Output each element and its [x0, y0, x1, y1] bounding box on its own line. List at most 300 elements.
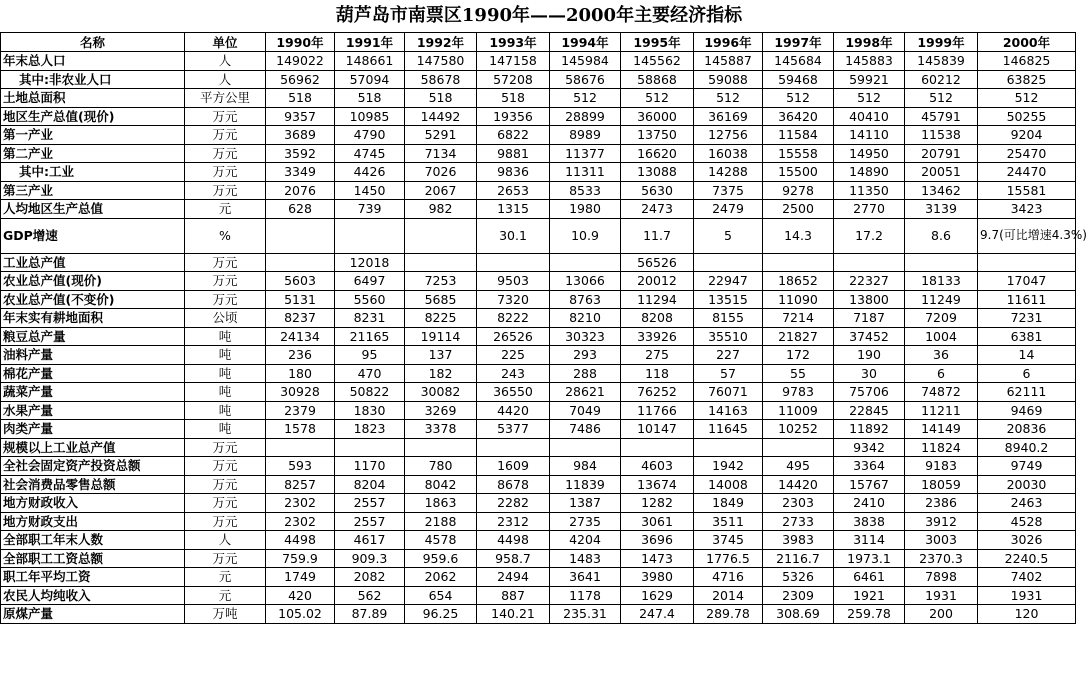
value-cell: 1973.1 [834, 549, 905, 568]
value-cell: 259.78 [834, 605, 905, 624]
value-cell: 118 [621, 364, 694, 383]
row-name: 土地总面积 [1, 89, 185, 108]
value-cell: 145883 [834, 52, 905, 71]
row-unit: 元 [185, 568, 266, 587]
value-cell: 236 [266, 346, 335, 365]
value-cell: 6461 [834, 568, 905, 587]
value-cell: 2494 [477, 568, 550, 587]
value-cell: 2062 [405, 568, 477, 587]
value-cell: 140.21 [477, 605, 550, 624]
row-name: 地方财政支出 [1, 512, 185, 531]
value-cell: 145684 [763, 52, 834, 71]
row-unit: 万元 [185, 512, 266, 531]
row-name: 社会消费品零售总额 [1, 475, 185, 494]
value-cell: 512 [763, 89, 834, 108]
value-cell [905, 253, 978, 272]
value-cell: 739 [335, 200, 405, 219]
table-row [1, 144, 1076, 163]
value-cell: 5603 [266, 272, 335, 291]
value-cell: 10.9 [550, 218, 621, 253]
value-cell [405, 253, 477, 272]
value-cell: 14890 [834, 163, 905, 182]
table-row [1, 531, 1076, 550]
value-cell: 7134 [405, 144, 477, 163]
value-cell [694, 438, 763, 457]
column-header: 1996年 [694, 33, 763, 52]
value-cell: 512 [905, 89, 978, 108]
value-cell: 50255 [978, 107, 1076, 126]
row-unit: % [185, 218, 266, 253]
table-row [1, 438, 1076, 457]
value-cell: 1830 [335, 401, 405, 420]
value-cell: 3139 [905, 200, 978, 219]
value-cell: 36169 [694, 107, 763, 126]
value-cell: 420 [266, 586, 335, 605]
value-cell: 1776.5 [694, 549, 763, 568]
value-cell: 11584 [763, 126, 834, 145]
table-row [1, 89, 1076, 108]
value-cell: 28621 [550, 383, 621, 402]
value-cell: 512 [694, 89, 763, 108]
value-cell: 2312 [477, 512, 550, 531]
value-cell: 308.69 [763, 605, 834, 624]
value-cell: 628 [266, 200, 335, 219]
table-row [1, 218, 1076, 253]
value-cell: 3912 [905, 512, 978, 531]
value-cell: 6381 [978, 327, 1076, 346]
value-cell: 6822 [477, 126, 550, 145]
value-cell: 105.02 [266, 605, 335, 624]
value-cell: 593 [266, 457, 335, 476]
value-cell: 58868 [621, 70, 694, 89]
value-cell [405, 218, 477, 253]
value-cell: 137 [405, 346, 477, 365]
row-unit: 万元 [185, 475, 266, 494]
column-header: 1990年 [266, 33, 335, 52]
value-cell: 4578 [405, 531, 477, 550]
value-cell: 12018 [335, 253, 405, 272]
value-cell: 74872 [905, 383, 978, 402]
value-cell: 982 [405, 200, 477, 219]
value-cell: 87.89 [335, 605, 405, 624]
value-cell: 7898 [905, 568, 978, 587]
value-cell: 2082 [335, 568, 405, 587]
value-cell: 7231 [978, 309, 1076, 328]
value-cell: 984 [550, 457, 621, 476]
row-name: 原煤产量 [1, 605, 185, 624]
table-row [1, 126, 1076, 145]
value-cell: 30.1 [477, 218, 550, 253]
row-name: 其中:非农业人口 [1, 70, 185, 89]
value-cell: 1450 [335, 181, 405, 200]
value-cell: 1178 [550, 586, 621, 605]
value-cell: 11311 [550, 163, 621, 182]
table-row [1, 383, 1076, 402]
value-cell: 512 [621, 89, 694, 108]
value-cell: 8678 [477, 475, 550, 494]
value-cell: 16038 [694, 144, 763, 163]
table-row [1, 52, 1076, 71]
row-name: 第一产业 [1, 126, 185, 145]
value-cell [477, 253, 550, 272]
value-cell: 5 [694, 218, 763, 253]
value-cell: 10985 [335, 107, 405, 126]
value-cell: 25470 [978, 144, 1076, 163]
value-cell: 11.7 [621, 218, 694, 253]
row-unit: 万元 [185, 181, 266, 200]
value-cell: 1004 [905, 327, 978, 346]
value-cell: 11824 [905, 438, 978, 457]
value-cell: 37452 [834, 327, 905, 346]
column-header: 1992年 [405, 33, 477, 52]
value-cell: 76071 [694, 383, 763, 402]
value-cell: 9204 [978, 126, 1076, 145]
value-cell: 243 [477, 364, 550, 383]
row-name: 职工年平均工资 [1, 568, 185, 587]
value-cell: 20836 [978, 420, 1076, 439]
value-cell: 5685 [405, 290, 477, 309]
value-cell: 5560 [335, 290, 405, 309]
value-cell: 8042 [405, 475, 477, 494]
row-name: 农民人均纯收入 [1, 586, 185, 605]
value-cell: 512 [978, 89, 1076, 108]
value-cell: 96.25 [405, 605, 477, 624]
value-cell: 7214 [763, 309, 834, 328]
value-cell: 20791 [905, 144, 978, 163]
value-cell: 10147 [621, 420, 694, 439]
value-cell: 1315 [477, 200, 550, 219]
value-cell: 2302 [266, 494, 335, 513]
value-cell: 190 [834, 346, 905, 365]
value-cell: 1823 [335, 420, 405, 439]
value-cell: 5377 [477, 420, 550, 439]
value-cell: 11350 [834, 181, 905, 200]
row-unit: 万元 [185, 253, 266, 272]
value-cell: 9357 [266, 107, 335, 126]
value-cell: 4617 [335, 531, 405, 550]
value-cell: 7187 [834, 309, 905, 328]
value-cell: 2770 [834, 200, 905, 219]
value-cell [834, 253, 905, 272]
value-cell: 780 [405, 457, 477, 476]
value-cell: 2463 [978, 494, 1076, 513]
table-row [1, 346, 1076, 365]
value-cell: 36000 [621, 107, 694, 126]
column-header: 2000年 [978, 33, 1076, 52]
value-cell: 11294 [621, 290, 694, 309]
value-cell: 11377 [550, 144, 621, 163]
value-cell: 4498 [477, 531, 550, 550]
value-cell: 182 [405, 364, 477, 383]
value-cell: 14008 [694, 475, 763, 494]
value-cell: 3349 [266, 163, 335, 182]
value-cell: 2557 [335, 512, 405, 531]
value-cell: 5291 [405, 126, 477, 145]
value-cell: 518 [266, 89, 335, 108]
value-cell: 60212 [905, 70, 978, 89]
row-unit: 吨 [185, 383, 266, 402]
row-unit: 万元 [185, 438, 266, 457]
value-cell: 57 [694, 364, 763, 383]
value-cell: 2282 [477, 494, 550, 513]
value-cell: 28899 [550, 107, 621, 126]
value-cell: 2370.3 [905, 549, 978, 568]
value-cell [335, 218, 405, 253]
value-cell: 11839 [550, 475, 621, 494]
value-cell: 36 [905, 346, 978, 365]
value-cell: 13462 [905, 181, 978, 200]
value-cell: 18133 [905, 272, 978, 291]
value-cell: 9183 [905, 457, 978, 476]
value-cell: 21165 [335, 327, 405, 346]
value-cell: 225 [477, 346, 550, 365]
value-cell: 654 [405, 586, 477, 605]
table-row [1, 475, 1076, 494]
table-row [1, 420, 1076, 439]
row-unit: 人 [185, 70, 266, 89]
value-cell: 2473 [621, 200, 694, 219]
value-cell: 2302 [266, 512, 335, 531]
value-cell: 11211 [905, 401, 978, 420]
value-cell: 8.6 [905, 218, 978, 253]
value-cell: 3378 [405, 420, 477, 439]
value-cell: 55 [763, 364, 834, 383]
row-unit: 万元 [185, 126, 266, 145]
value-cell: 11090 [763, 290, 834, 309]
value-cell: 9881 [477, 144, 550, 163]
value-cell: 2479 [694, 200, 763, 219]
row-name: 棉花产量 [1, 364, 185, 383]
value-cell: 518 [405, 89, 477, 108]
value-cell: 9.7(可比增速4.3%) [978, 218, 1076, 253]
row-name: 蔬菜产量 [1, 383, 185, 402]
value-cell: 1387 [550, 494, 621, 513]
value-cell: 9749 [978, 457, 1076, 476]
value-cell: 11645 [694, 420, 763, 439]
value-cell: 11249 [905, 290, 978, 309]
value-cell: 13515 [694, 290, 763, 309]
value-cell: 56526 [621, 253, 694, 272]
value-cell: 7486 [550, 420, 621, 439]
value-cell: 15767 [834, 475, 905, 494]
row-name: 全部职工年末人数 [1, 531, 185, 550]
value-cell: 759.9 [266, 549, 335, 568]
table-row [1, 70, 1076, 89]
value-cell: 1578 [266, 420, 335, 439]
value-cell: 3641 [550, 568, 621, 587]
column-header: 1999年 [905, 33, 978, 52]
value-cell: 145887 [694, 52, 763, 71]
table-row [1, 200, 1076, 219]
value-cell: 2014 [694, 586, 763, 605]
value-cell: 3114 [834, 531, 905, 550]
value-cell: 1483 [550, 549, 621, 568]
value-cell: 8208 [621, 309, 694, 328]
value-cell: 35510 [694, 327, 763, 346]
value-cell: 4420 [477, 401, 550, 420]
value-cell [763, 438, 834, 457]
row-name: 粮豆总产量 [1, 327, 185, 346]
table-row [1, 586, 1076, 605]
value-cell: 2386 [905, 494, 978, 513]
value-cell: 26526 [477, 327, 550, 346]
value-cell: 22947 [694, 272, 763, 291]
value-cell: 887 [477, 586, 550, 605]
value-cell: 15558 [763, 144, 834, 163]
table-row [1, 401, 1076, 420]
row-name: 年末总人口 [1, 52, 185, 71]
value-cell: 3269 [405, 401, 477, 420]
value-cell: 1749 [266, 568, 335, 587]
value-cell: 2557 [335, 494, 405, 513]
row-name: 水果产量 [1, 401, 185, 420]
value-cell: 11009 [763, 401, 834, 420]
value-cell: 120 [978, 605, 1076, 624]
value-cell: 200 [905, 605, 978, 624]
value-cell: 17.2 [834, 218, 905, 253]
value-cell: 50822 [335, 383, 405, 402]
value-cell: 495 [763, 457, 834, 476]
value-cell: 59921 [834, 70, 905, 89]
table-row [1, 107, 1076, 126]
value-cell: 148661 [335, 52, 405, 71]
value-cell: 30 [834, 364, 905, 383]
value-cell: 2379 [266, 401, 335, 420]
row-name: 农业总产值(不变价) [1, 290, 185, 309]
value-cell: 3745 [694, 531, 763, 550]
value-cell: 6 [905, 364, 978, 383]
table-row [1, 457, 1076, 476]
value-cell: 14 [978, 346, 1076, 365]
value-cell: 15500 [763, 163, 834, 182]
value-cell: 8940.2 [978, 438, 1076, 457]
row-unit: 吨 [185, 401, 266, 420]
value-cell: 16620 [621, 144, 694, 163]
row-unit: 吨 [185, 364, 266, 383]
value-cell: 1931 [905, 586, 978, 605]
value-cell: 9836 [477, 163, 550, 182]
value-cell: 59468 [763, 70, 834, 89]
value-cell: 30082 [405, 383, 477, 402]
value-cell: 958.7 [477, 549, 550, 568]
value-cell: 518 [335, 89, 405, 108]
value-cell: 11892 [834, 420, 905, 439]
value-cell: 14.3 [763, 218, 834, 253]
value-cell: 227 [694, 346, 763, 365]
value-cell: 13800 [834, 290, 905, 309]
value-cell: 1282 [621, 494, 694, 513]
value-cell: 8225 [405, 309, 477, 328]
value-cell: 11538 [905, 126, 978, 145]
indicator-table [0, 32, 1087, 624]
value-cell: 24470 [978, 163, 1076, 182]
value-cell: 146825 [978, 52, 1076, 71]
value-cell: 58676 [550, 70, 621, 89]
value-cell: 1921 [834, 586, 905, 605]
value-cell: 11766 [621, 401, 694, 420]
value-cell: 3696 [621, 531, 694, 550]
value-cell: 959.6 [405, 549, 477, 568]
value-cell [266, 438, 335, 457]
value-cell: 62111 [978, 383, 1076, 402]
value-cell: 3003 [905, 531, 978, 550]
value-cell: 2735 [550, 512, 621, 531]
value-cell: 512 [550, 89, 621, 108]
value-cell: 17047 [978, 272, 1076, 291]
value-cell: 4603 [621, 457, 694, 476]
row-unit: 吨 [185, 420, 266, 439]
value-cell: 3364 [834, 457, 905, 476]
value-cell: 235.31 [550, 605, 621, 624]
row-name: 年末实有耕地面积 [1, 309, 185, 328]
value-cell: 57094 [335, 70, 405, 89]
row-name: 全社会固定资产投资总额 [1, 457, 185, 476]
value-cell: 18059 [905, 475, 978, 494]
value-cell: 1849 [694, 494, 763, 513]
column-header: 1998年 [834, 33, 905, 52]
value-cell: 20051 [905, 163, 978, 182]
value-cell: 512 [834, 89, 905, 108]
table-row [1, 253, 1076, 272]
header-row [1, 33, 1076, 52]
value-cell: 14163 [694, 401, 763, 420]
value-cell: 247.4 [621, 605, 694, 624]
row-name: 工业总产值 [1, 253, 185, 272]
value-cell: 289.78 [694, 605, 763, 624]
value-cell [266, 218, 335, 253]
value-cell: 3689 [266, 126, 335, 145]
value-cell: 63825 [978, 70, 1076, 89]
table-row [1, 364, 1076, 383]
value-cell: 95 [335, 346, 405, 365]
value-cell: 288 [550, 364, 621, 383]
value-cell: 20030 [978, 475, 1076, 494]
value-cell: 9342 [834, 438, 905, 457]
row-unit: 万元 [185, 144, 266, 163]
value-cell: 7402 [978, 568, 1076, 587]
value-cell: 147580 [405, 52, 477, 71]
row-unit: 人 [185, 52, 266, 71]
value-cell: 8155 [694, 309, 763, 328]
value-cell: 2076 [266, 181, 335, 200]
column-header: 名称 [1, 33, 185, 52]
value-cell: 11611 [978, 290, 1076, 309]
value-cell: 59088 [694, 70, 763, 89]
value-cell: 518 [477, 89, 550, 108]
value-cell: 470 [335, 364, 405, 383]
value-cell: 21827 [763, 327, 834, 346]
value-cell: 4426 [335, 163, 405, 182]
value-cell: 3983 [763, 531, 834, 550]
value-cell: 14492 [405, 107, 477, 126]
value-cell: 2500 [763, 200, 834, 219]
table-row [1, 181, 1076, 200]
value-cell: 8231 [335, 309, 405, 328]
row-unit: 吨 [185, 346, 266, 365]
value-cell: 2653 [477, 181, 550, 200]
value-cell: 1170 [335, 457, 405, 476]
value-cell: 1629 [621, 586, 694, 605]
row-unit: 万元 [185, 290, 266, 309]
value-cell: 3423 [978, 200, 1076, 219]
row-unit: 人 [185, 531, 266, 550]
row-name: 农业总产值(现价) [1, 272, 185, 291]
value-cell: 4528 [978, 512, 1076, 531]
value-cell: 3061 [621, 512, 694, 531]
value-cell: 4716 [694, 568, 763, 587]
row-unit: 元 [185, 200, 266, 219]
value-cell: 14420 [763, 475, 834, 494]
